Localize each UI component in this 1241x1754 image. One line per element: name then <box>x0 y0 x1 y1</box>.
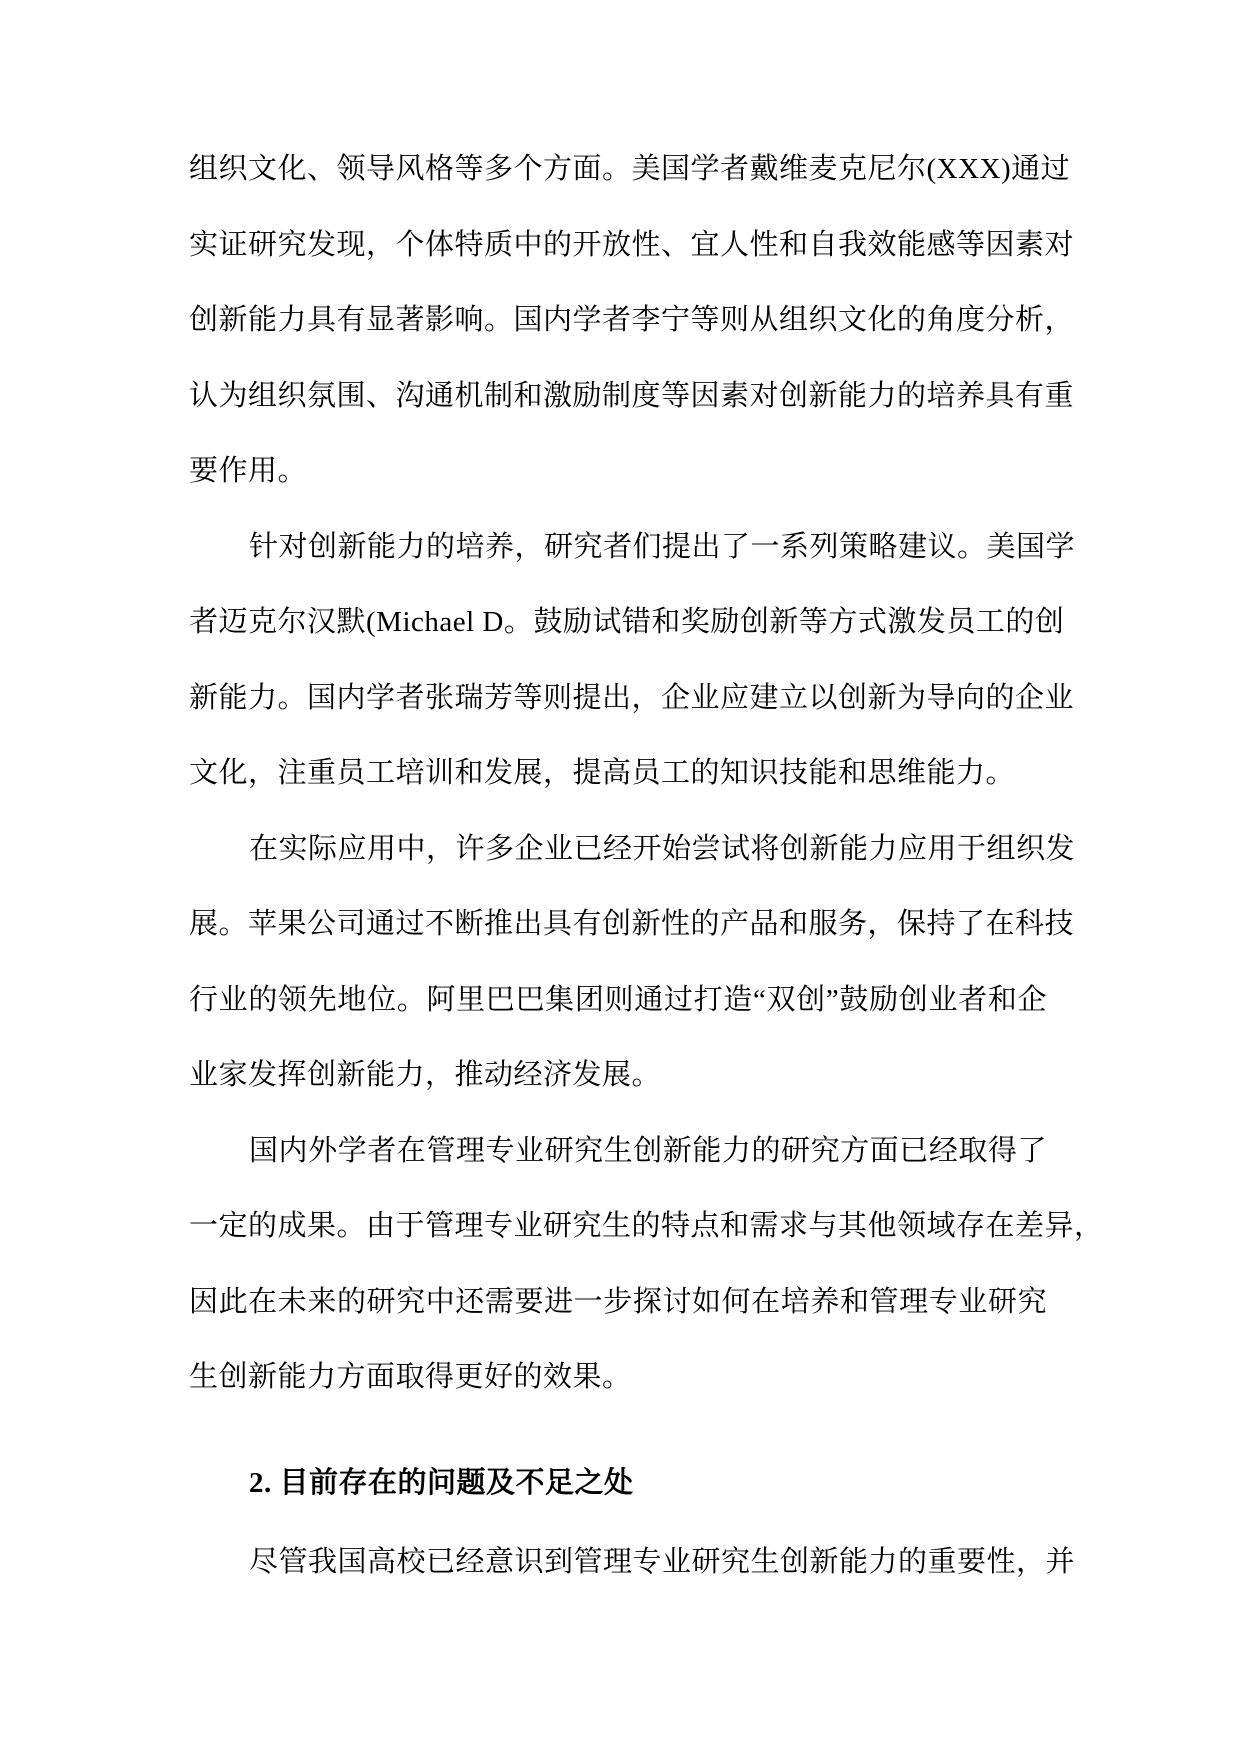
text-line: 生创新能力方面取得更好的效果。 <box>189 1361 632 1393</box>
text-line: 一定的成果。由于管理专业研究生的特点和需求与其他领域存在差异， <box>189 1210 1104 1242</box>
text-line: 针对创新能力的培养，研究者们提出了一系列策略建议。美国学 <box>249 530 1076 563</box>
text-line: 实证研究发现，个体特质中的开放性、宜人性和自我效能感等因素对 <box>189 228 1075 261</box>
text-line: 国内外学者在管理专业研究生创新能力的研究方面已经取得了 <box>249 1134 1047 1167</box>
text-line: 在实际应用中，许多企业已经开始尝试将创新能力应用于组织发 <box>249 832 1076 865</box>
text-line: 创新能力具有显著影响。国内学者李宁等则从组织文化的角度分析， <box>189 304 1075 336</box>
text-line: 要作用。 <box>189 455 308 487</box>
text-line: 行业的领先地位。阿里巴巴集团则通过打造“双创”鼓励创业者和企 <box>189 983 1047 1016</box>
text-line: 尽管我国高校已经意识到管理专业研究生创新能力的重要性，并 <box>249 1546 1076 1578</box>
text-line: 者迈克尔汉默(Michael D。鼓励试错和奖励创新等方式激发员工的创 <box>189 606 1065 638</box>
text-line: 组织文化、领导风格等多个方面。美国学者戴维麦克尼尔(XXX)通过 <box>189 153 1071 185</box>
text-line: 业家发挥创新能力，推动经济发展。 <box>189 1059 662 1091</box>
page-body <box>189 132 1104 1601</box>
text-line: 新能力。国内学者张瑞芳等则提出，企业应建立以创新为导向的企业 <box>189 681 1075 714</box>
section-heading: 2. 目前存在的问题及不足之处 <box>249 1466 634 1499</box>
text-line: 认为组织氛围、沟通机制和激励制度等因素对创新能力的培养具有重 <box>189 379 1075 412</box>
text-line: 因此在未来的研究中还需要进一步探讨如何在培养和管理专业研究 <box>189 1285 1047 1318</box>
text-line: 展。苹果公司通过不断推出具有创新性的产品和服务，保持了在科技 <box>189 908 1075 940</box>
text-line: 文化，注重员工培训和发展，提高员工的知识技能和思维能力。 <box>189 757 1016 789</box>
